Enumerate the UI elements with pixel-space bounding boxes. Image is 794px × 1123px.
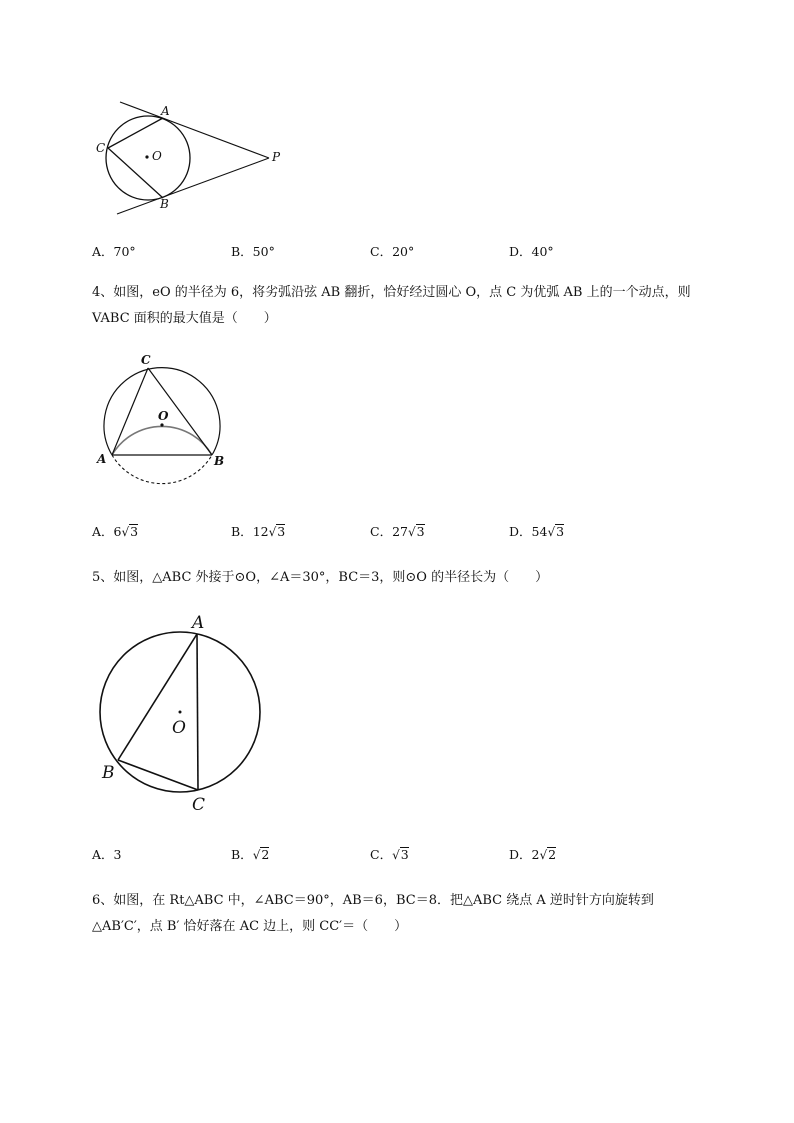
q3-label-o: O [152,149,162,163]
q4-label-a: A [97,452,107,466]
q4-option-d-prefix: D． [509,524,532,539]
q5-option-c-radicand: 3 [400,847,409,862]
q4-options [92,522,732,542]
q4-center-dot [160,423,163,426]
q3-chord-ca [108,118,163,148]
q3-option-b[interactable]: B．50° [231,244,275,259]
q5-figure [92,608,272,820]
sqrt-icon: √ [392,848,400,862]
q3-label-p: P [272,150,281,164]
q4-label-c: C [141,353,151,367]
q4-stem-line2: VABC 面积的最大值是（ ） [92,311,277,326]
q3-label-b: B [160,197,169,211]
q3-option-c[interactable]: C．20° [370,244,415,259]
q4-option-c-coef: 27 [392,524,408,539]
q5-option-b-prefix: B． [231,847,253,862]
q5-label-c: C [192,795,206,815]
q5-center-dot [179,711,182,714]
q3-center-dot [145,155,148,158]
q5-option-a-value: 3 [113,847,122,862]
q5-option-d-prefix: D． [509,847,532,862]
q6-stem-line1: 6、如图，在 Rt△ABC 中，∠ABC＝90°，AB＝6，BC＝8．把△ABC 绕点 A 逆时针方向旋转到 [92,893,654,908]
q5-stem-line1: 5、如图，△ABC 外接于⊙O，∠A＝30°，BC＝3，则⊙O 的半径长为（ ） [92,570,549,585]
q5-option-a[interactable] [92,845,121,863]
q4-option-b-coef: 12 [252,524,269,539]
q3-figure [90,98,290,222]
q5-label-b: B [102,763,115,783]
sqrt-icon: √ [539,848,548,862]
q3-label-a: A [161,104,170,118]
q4-option-d[interactable] [509,522,564,540]
q5-label-a: A [192,613,205,633]
q4-option-d-coef: 54 [531,524,548,539]
q4-option-b[interactable] [231,522,285,540]
q4-folded-arc [112,426,212,455]
q4-option-b-prefix: B． [231,524,253,539]
q3-tangent-lower [117,158,269,214]
q4-option-c-radicand: 3 [416,524,425,539]
sqrt-icon: √ [252,848,261,862]
q4-side-ac [112,368,148,455]
q5-option-d-radicand: 2 [548,847,557,862]
q5-option-c[interactable] [370,845,409,863]
q5-option-b[interactable] [231,845,269,863]
sqrt-icon: √ [547,525,556,539]
q4-label-b: B [214,454,225,468]
q3-label-c: C [96,141,106,155]
q5-option-a-prefix: A． [92,847,114,862]
q4-figure [92,348,232,490]
q4-option-c[interactable] [370,522,425,540]
q3-options [92,242,732,262]
sqrt-icon: √ [268,525,277,539]
q4-option-a-coef: 6 [113,524,122,539]
q5-option-c-prefix: C． [370,847,393,862]
q5-option-d[interactable] [509,845,556,863]
q4-option-a[interactable] [92,522,138,540]
q4-stem-line1: 4、如图，eO 的半径为 6，将劣弧沿弦 AB 翻折，恰好经过圆心 O，点 C 为优弧 AB 上的一个动点，则 [92,285,691,300]
q6-stem-line2: △AB′C′，点 B′ 恰好落在 AC 边上，则 CC′＝（ ） [92,919,408,934]
sqrt-icon: √ [407,525,416,539]
q3-option-a[interactable]: A．70° [92,244,136,259]
q4-option-d-radicand: 3 [556,524,565,539]
q5-label-o: O [172,718,186,738]
q4-minor-arc-dashed [112,455,212,484]
q3-option-d[interactable]: D．40° [509,244,554,259]
q4-option-a-radicand: 3 [130,524,139,539]
q5-options [92,845,732,865]
q4-option-c-prefix: C． [370,524,393,539]
q5-side-ac [197,634,198,790]
sqrt-icon: √ [121,525,130,539]
q5-option-d-coef: 2 [531,847,540,862]
q4-option-a-prefix: A． [92,524,114,539]
q4-option-b-radicand: 3 [277,524,286,539]
q4-label-o: O [158,409,169,423]
q5-side-ab [118,634,197,760]
q5-option-b-radicand: 2 [261,847,270,862]
